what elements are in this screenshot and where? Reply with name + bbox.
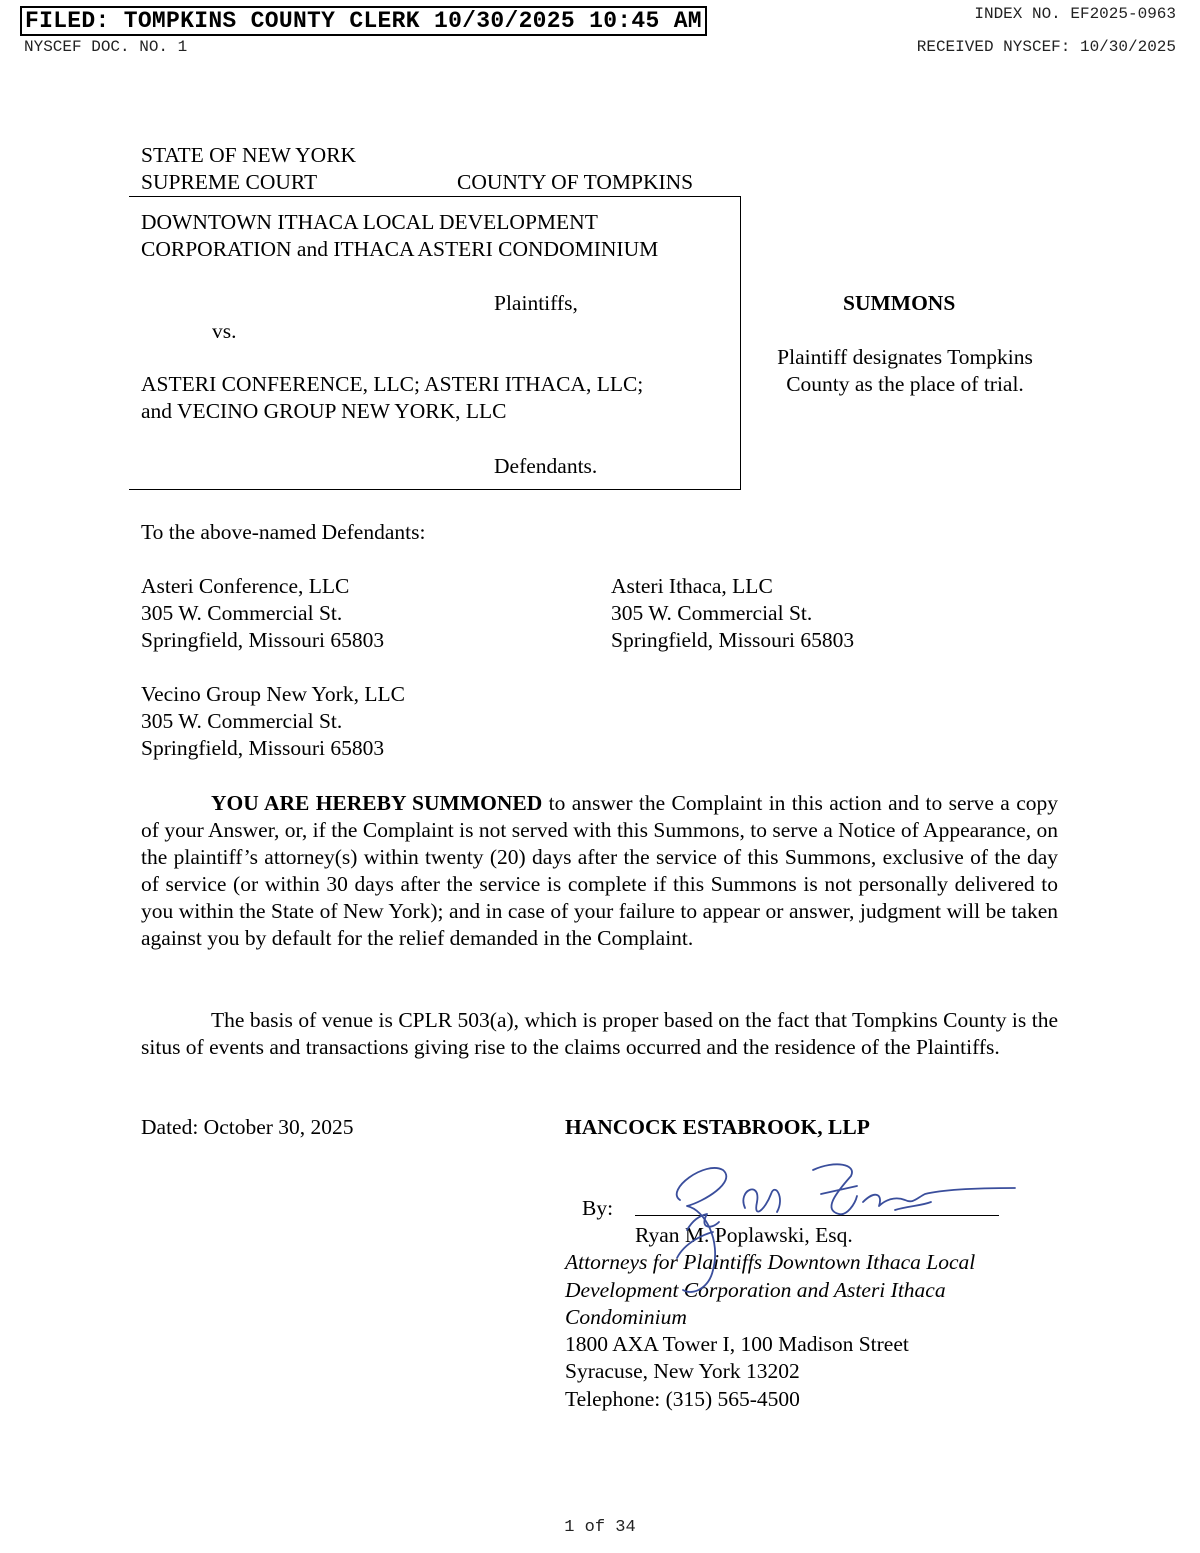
place-of-trial-designation [750, 344, 1060, 398]
state-heading: STATE OF NEW YORK [141, 143, 357, 167]
summoned-lead: YOU ARE HEREBY SUMMONED [211, 791, 543, 815]
defendants-line-1: ASTERI CONFERENCE, LLC; ASTERI ITHACA, LLC; [141, 372, 644, 396]
summoned-paragraph [141, 790, 1058, 952]
addressee-name: Asteri Conference, LLC [141, 574, 350, 598]
handwritten-signature [595, 1150, 1025, 1300]
addressee-city: Springfield, Missouri 65803 [611, 628, 855, 652]
attorney-role-line-1: Attorneys for Plaintiffs Downtown Ithaca Local [565, 1250, 976, 1274]
nyscef-doc-number: NYSCEF DOC. NO. 1 [24, 38, 188, 56]
addressee-block [141, 681, 405, 762]
plaintiffs-label: Plaintiffs, [494, 291, 578, 315]
firm-address-line-1: 1800 AXA Tower I, 100 Madison Street [565, 1332, 909, 1356]
addressee-city: Springfield, Missouri 65803 [141, 628, 385, 652]
summons-title: SUMMONS [843, 291, 956, 315]
attorney-role-line-3: Condominium [565, 1305, 687, 1329]
dated-line: Dated: October 30, 2025 [141, 1115, 354, 1139]
page-number: 1 of 34 [564, 1518, 636, 1537]
index-number: INDEX NO. EF2025-0963 [974, 5, 1176, 23]
firm-telephone: Telephone: (315) 565-4500 [565, 1387, 800, 1411]
addressees-intro: To the above-named Defendants: [141, 520, 426, 544]
plaintiffs-line-1: DOWNTOWN ITHACA LOCAL DEVELOPMENT [141, 210, 598, 234]
addressee-block [141, 573, 384, 654]
addressee-street: 305 W. Commercial St. [611, 601, 813, 625]
defendants-line-2: and VECINO GROUP NEW YORK, LLC [141, 399, 507, 423]
addressee-street: 305 W. Commercial St. [141, 601, 343, 625]
attorney-role-line-2: Development Corporation and Asteri Ithaca [565, 1278, 946, 1302]
venue-paragraph [141, 1007, 1058, 1061]
versus-label: vs. [212, 319, 237, 343]
by-label: By: [582, 1196, 614, 1220]
venue-text: The basis of venue is CPLR 503(a), which is proper based on the fact that Tompkins County is the situs of events and transactions giving rise to the claims occurred and the residence of the Plaintiffs. [141, 1008, 1058, 1059]
addressee-name: Asteri Ithaca, LLC [611, 574, 773, 598]
addressee-name: Vecino Group New York, LLC [141, 682, 405, 706]
filed-stamp: FILED: TOMPKINS COUNTY CLERK 10/30/2025 10:45 AM [20, 6, 707, 36]
designation-line-2: County as the place of trial. [786, 372, 1024, 396]
plaintiffs-line-2: CORPORATION and ITHACA ASTERI CONDOMINIUM [141, 237, 659, 261]
addressee-city: Springfield, Missouri 65803 [141, 736, 385, 760]
summoned-text: to answer the Complaint in this action and to serve a copy of your Answer, or, if the Complaint is not served with this Summons, to serve a Notice of Appearance, on the plaintiff’s attorney(s) within twenty (20) days after the service of this Summons, exclusive of the day of service (or within 30 days after the service is complete if this Summons is not personally delivered to you within the State of New York); and in case of your failure to appear or answer, judgment will be taken against you by default for the relief demanded in the Complaint. [141, 791, 1058, 950]
addressee-block [611, 573, 854, 654]
received-date: RECEIVED NYSCEF: 10/30/2025 [916, 38, 1176, 56]
law-firm-name: HANCOCK ESTABROOK, LLP [565, 1115, 870, 1139]
defendants-label: Defendants. [494, 454, 598, 478]
county-heading: COUNTY OF TOMPKINS [457, 170, 694, 194]
designation-line-1: Plaintiff designates Tompkins [777, 345, 1033, 369]
signer-name: Ryan M. Poplawski, Esq. [635, 1223, 853, 1247]
firm-address-line-2: Syracuse, New York 13202 [565, 1359, 800, 1383]
addressee-street: 305 W. Commercial St. [141, 709, 343, 733]
court-name: SUPREME COURT [141, 170, 318, 194]
